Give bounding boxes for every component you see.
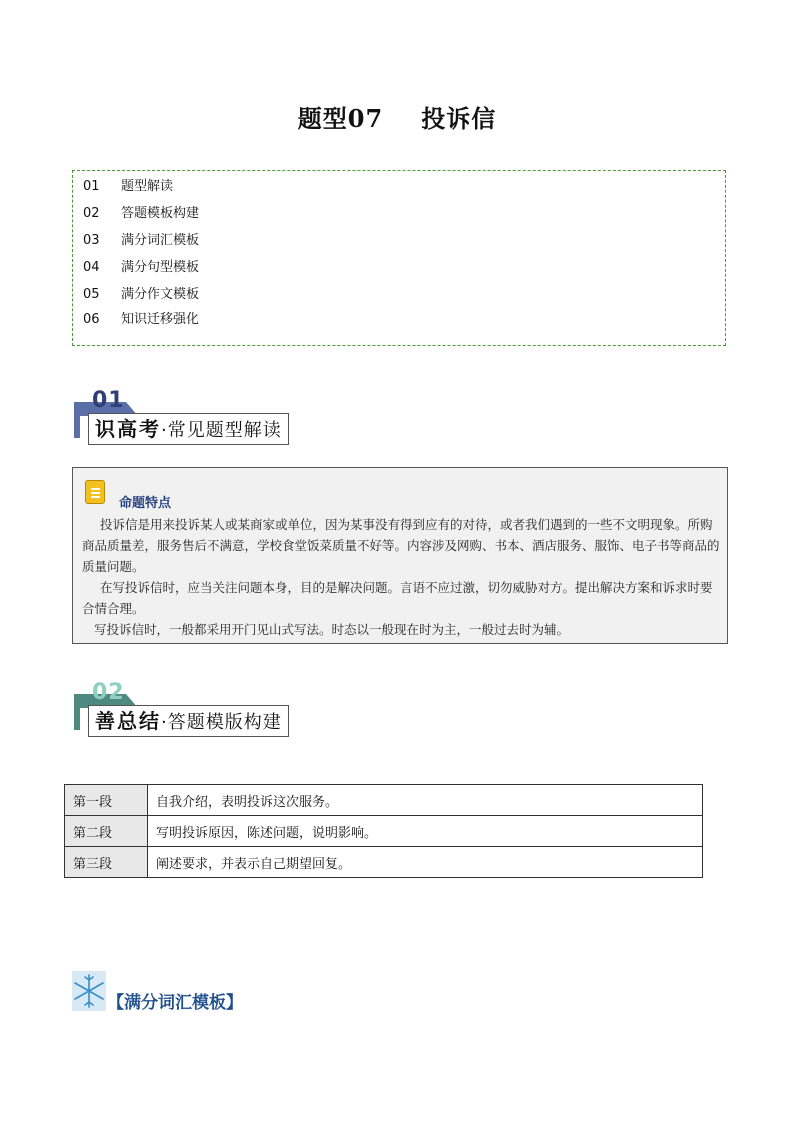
table-cell-key: 第三段 [65, 847, 148, 878]
table-row [65, 847, 703, 878]
section-label [88, 705, 289, 737]
note-paragraph: 写投诉信时，一般都采用开门见山式写法。时态以一般现在时为主，一般过去时为辅。 [94, 622, 570, 637]
section-label-main: 善总结 [95, 709, 161, 733]
table-row [65, 785, 703, 816]
section-number: 01 [92, 388, 125, 413]
note-paragraph: 在写投诉信时，应当关注问题本身，目的是解决问题。言语不应过激，切勿威胁对方。提出解决方案和诉求时要合情合理。 [82, 580, 713, 616]
table-cell-value: 阐述要求，并表示自己期望回复。 [148, 847, 703, 878]
section-number: 02 [92, 680, 125, 705]
title-left: 题型07 [297, 104, 384, 133]
toc-item[interactable]: 01 题型解读 [83, 179, 174, 194]
toc-item[interactable]: 02 答题模板构建 [83, 206, 200, 221]
section-label-main: 识高考 [95, 417, 161, 441]
note-paragraph: 投诉信是用来投诉某人或某商家或单位，因为某事没有得到应有的对待，或者我们遇到的一些不文明现象。所购商品质量差，服务售后不满意，学校食堂饭菜质量不好等。内容涉及网购、书本、酒店服务、服饰、电子书等商品的质量问题。 [82, 517, 720, 574]
template-table [64, 784, 703, 878]
section-header-1 [74, 388, 314, 452]
vocab-heading-text: 【满分词汇模板】 [107, 993, 243, 1013]
toc-item[interactable]: 06 知识迁移强化 [83, 312, 200, 327]
toc-item[interactable]: 05 满分作文模板 [83, 287, 200, 302]
note-box [72, 467, 728, 644]
note-heading: 命题特点 [119, 496, 172, 511]
section-accent-bar [74, 416, 80, 438]
table-cell-key: 第二段 [65, 816, 148, 847]
notepad-icon [85, 480, 105, 504]
section-header-2 [74, 680, 314, 744]
section-label [88, 413, 289, 445]
toc-item[interactable]: 03 满分词汇模板 [83, 233, 200, 248]
page-title [0, 99, 794, 134]
table-cell-value: 写明投诉原因，陈述问题，说明影响。 [148, 816, 703, 847]
snowflake-icon [72, 971, 106, 1011]
note-body [82, 514, 722, 640]
title-right: 投诉信 [421, 104, 497, 133]
table-row [65, 816, 703, 847]
toc-item[interactable]: 04 满分句型模板 [83, 260, 200, 275]
table-of-contents [72, 170, 726, 346]
section-label-sub: ·常见题型解读 [161, 420, 282, 441]
table-cell-value: 自我介绍，表明投诉这次服务。 [148, 785, 703, 816]
section-accent-bar [74, 708, 80, 730]
table-cell-key: 第一段 [65, 785, 148, 816]
section-label-sub: ·答题模版构建 [161, 712, 282, 733]
